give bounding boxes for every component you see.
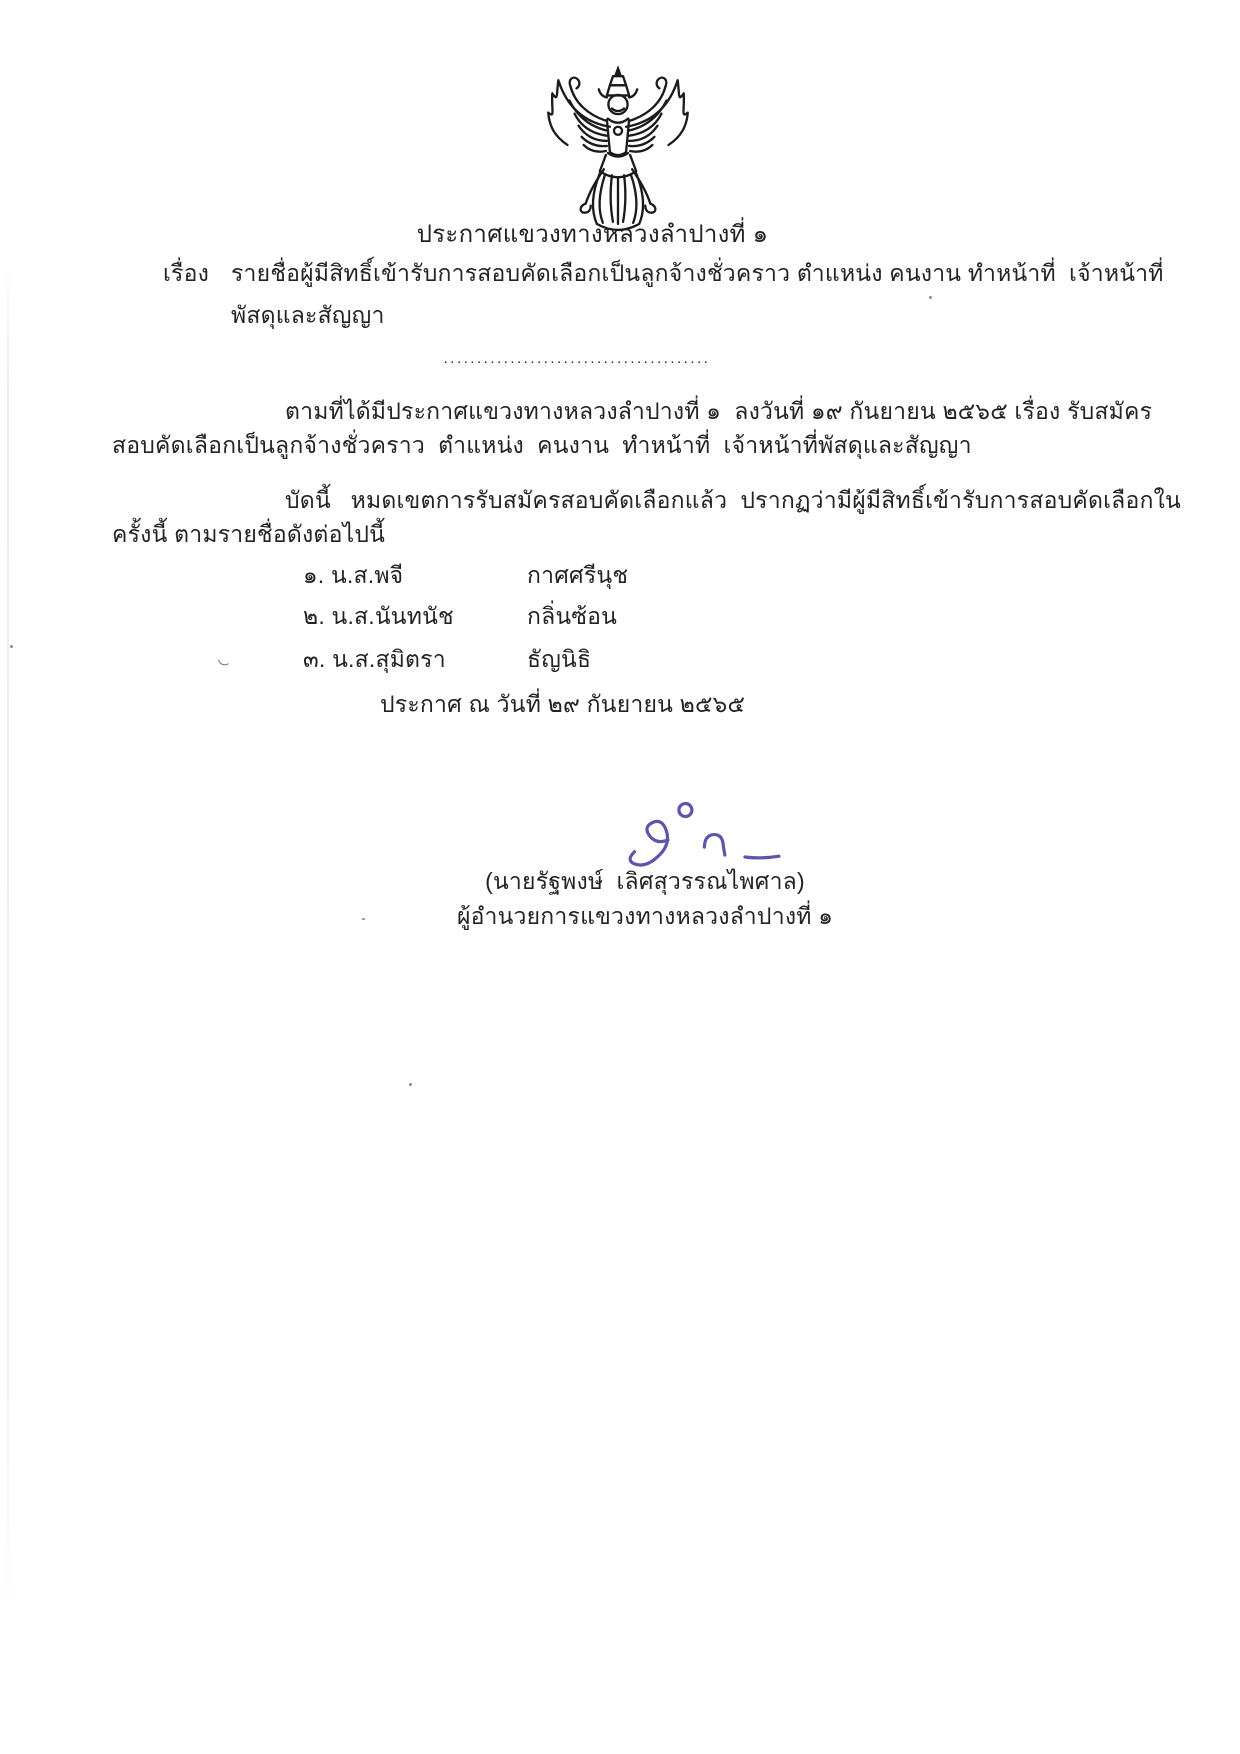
candidate-surname: กาศศรีนุช [527,562,629,588]
candidate-first-name: น.ส.นันทนัช [331,603,454,629]
proclamation-date-line: ประกาศ ณ วันที่ ๒๙ กันยายน ๒๕๖๕ [380,691,746,717]
scan-speck [10,645,13,648]
signer-name: (นายรัฐพงษ์ เลิศสุวรรณไพศาล) [485,868,805,894]
candidate-number: ๑. [303,562,325,588]
candidate-number-and-name [303,601,454,631]
subject-line-2: พัสดุและสัญญา [231,302,385,328]
scan-speck [362,918,365,920]
candidate-number: ๓. [303,646,326,672]
signer-title: ผู้อำนวยการแขวงทางหลวงลำปางที่ ๑ [456,903,834,929]
candidate-number-and-name [303,644,446,674]
candidate-surname: ธัญนิธิ [527,646,592,672]
subject-line-1: รายชื่อผู้มีสิทธิ์เข้ารับการสอบคัดเลือกเป็นลูกจ้างชั่วคราว ตำแหน่ง คนงาน ทำหน้าที่ เจ้าหน้าที่ [231,260,1164,286]
candidate-first-name: น.ส.พจี [330,562,404,588]
dotted-divider: ........................................ [443,350,711,367]
candidate-first-name: น.ส.สุมิตรา [332,646,446,672]
subject-label: เรื่อง [163,260,210,286]
handwritten-signature [616,756,796,925]
paragraph-2-line-1: บัดนี้ หมดเขตการรับสมัครสอบคัดเลือกแล้ว ปรากฏว่ามีผู้มีสิทธิ์เข้ารับการสอบคัดเลือกใน [285,487,1181,513]
candidate-number-and-name [303,560,403,590]
paragraph-1-line-1: ตามที่ได้มีประกาศแขวงทางหลวงลำปางที่ ๑ ลงวันที่ ๑๙ กันยายน ๒๕๖๕ เรื่อง รับสมัคร [285,398,1153,424]
scan-speck [409,1083,412,1086]
scan-speck [929,296,932,299]
announcement-title: ประกาศแขวงทางหลวงลำปางที่ ๑ [416,221,769,248]
paragraph-2-line-2: ครั้งนี้ ตามรายชื่อดังต่อไปนี้ [112,521,386,547]
scan-edge-artifact [7,255,9,1635]
candidate-surname: กลิ่นซ้อน [527,603,618,629]
scan-speck [218,657,229,668]
candidate-number: ๒. [303,603,325,629]
paragraph-1-line-2: สอบคัดเลือกเป็นลูกจ้างชั่วคราว ตำแหน่ง คนงาน ทำหน้าที่ เจ้าหน้าที่พัสดุและสัญญา [112,432,972,458]
